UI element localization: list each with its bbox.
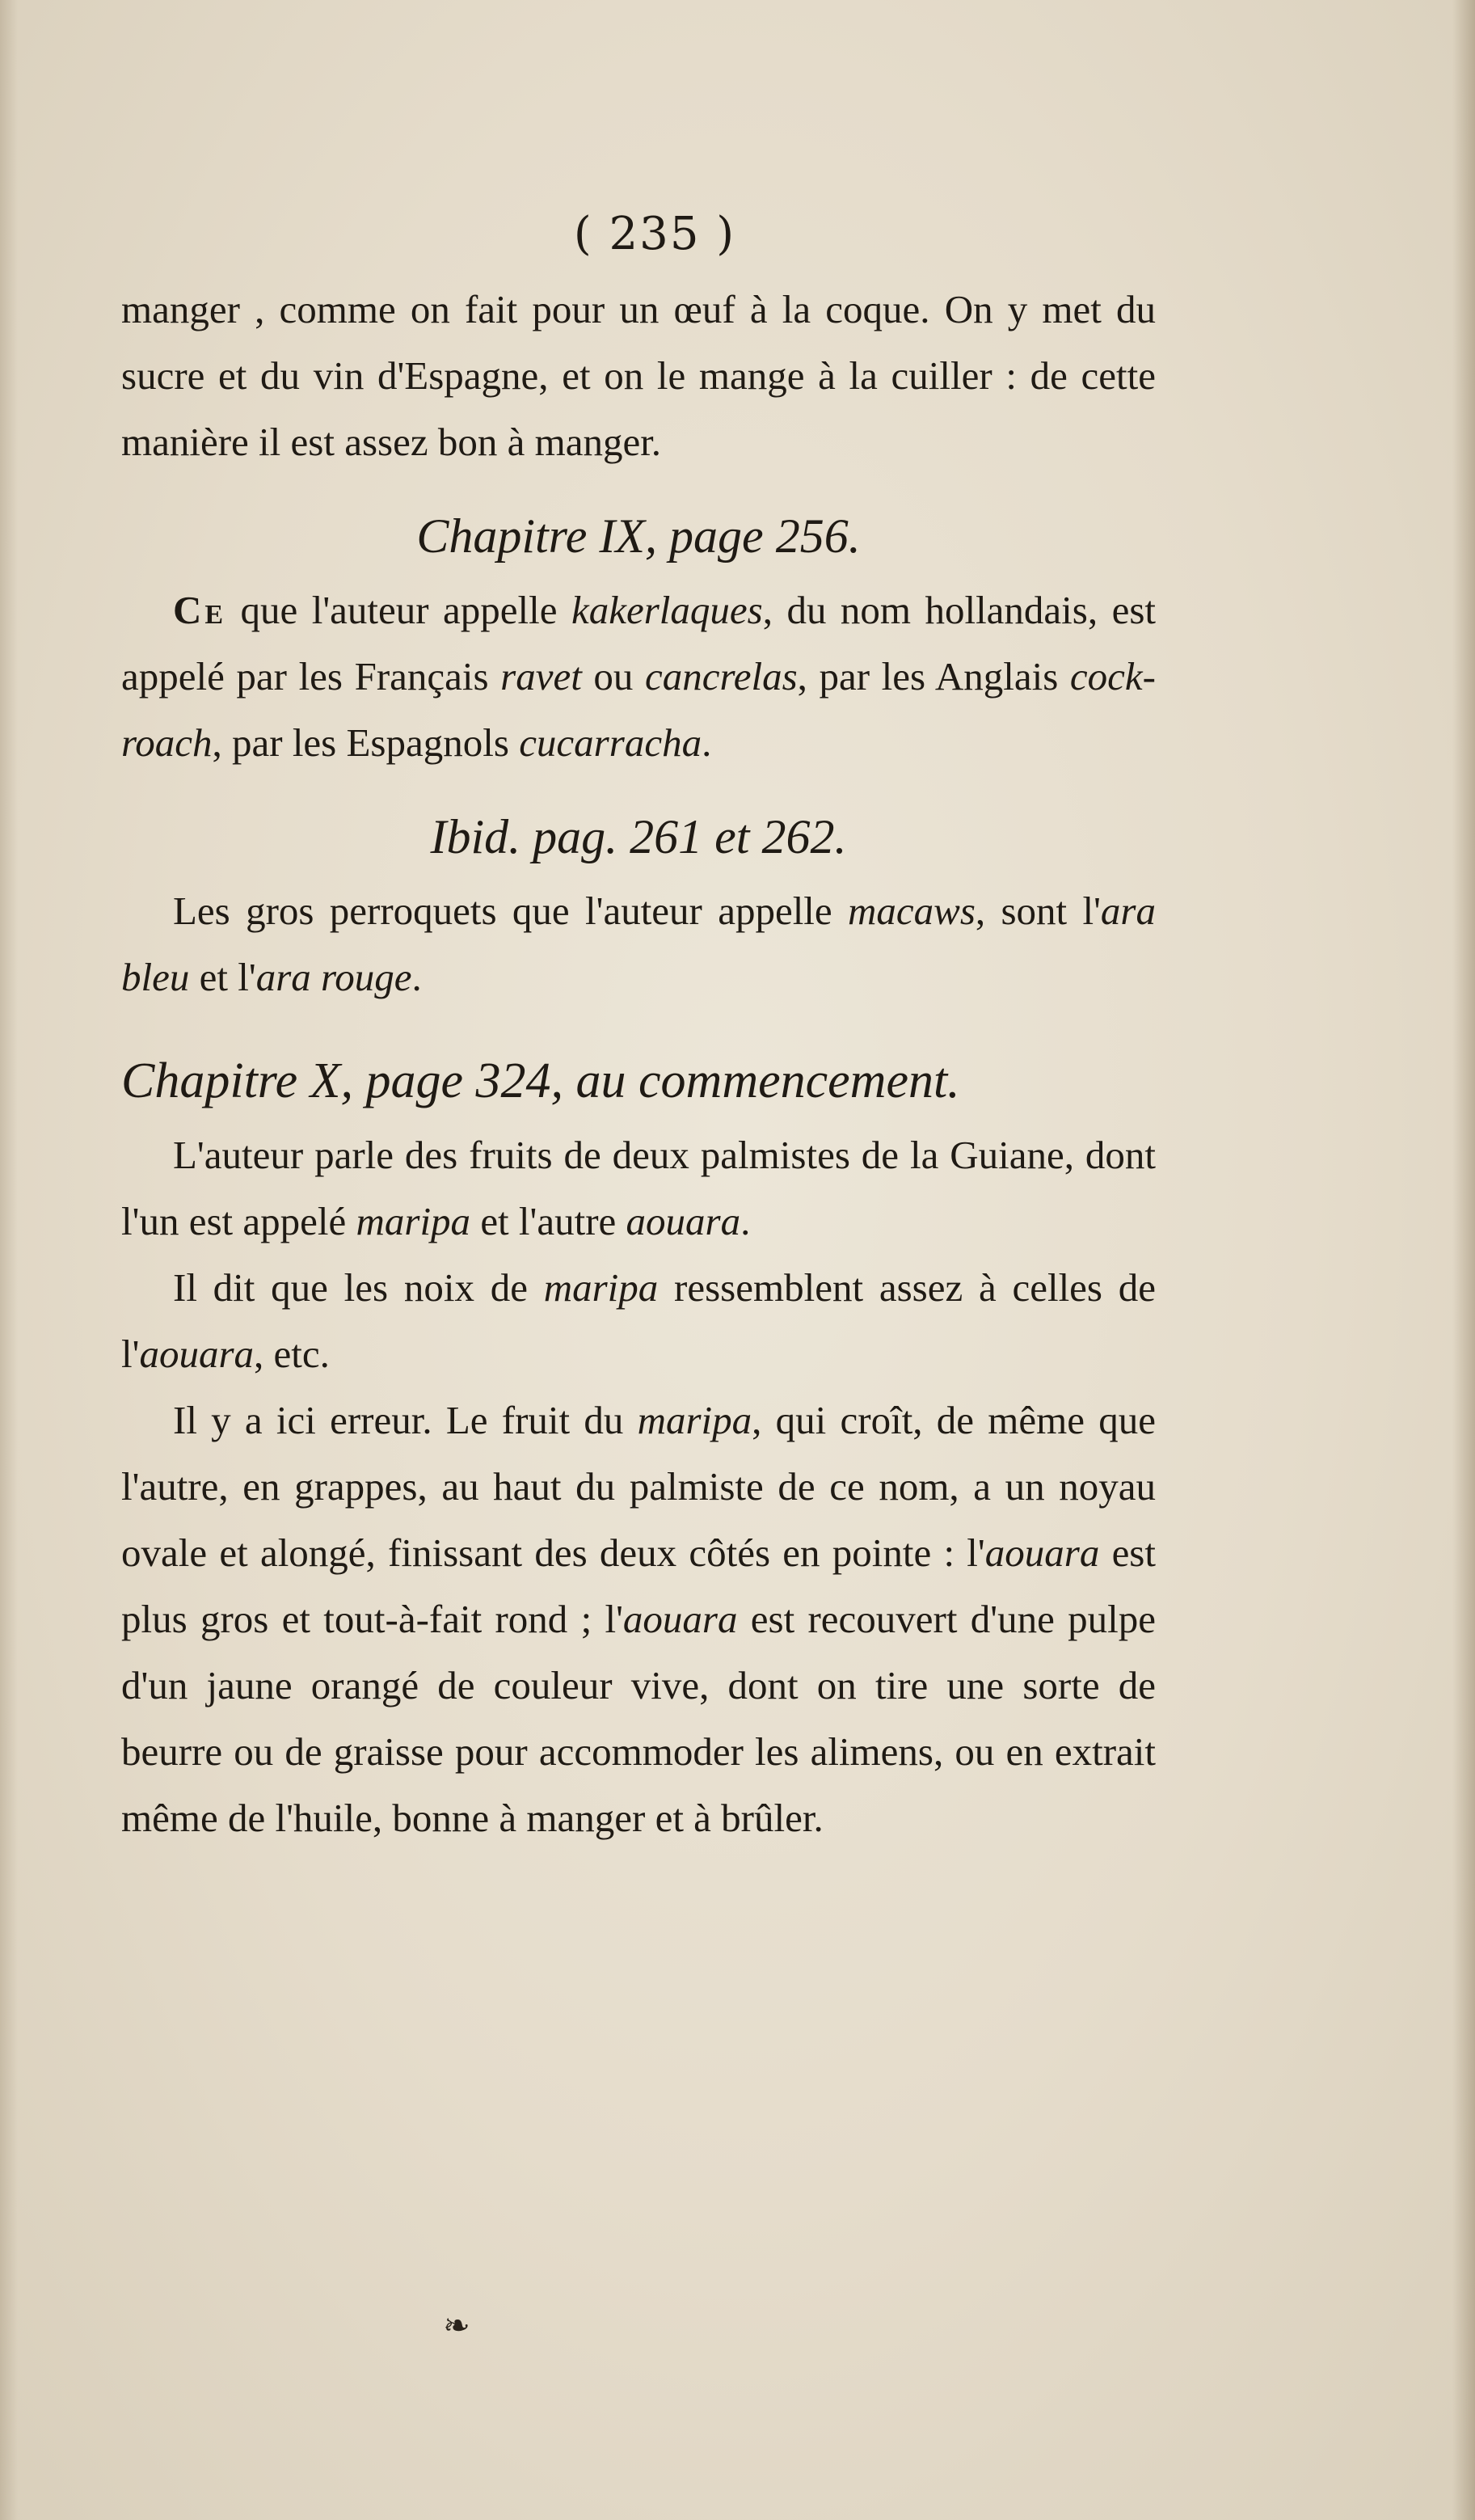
page-number: ( 235 ) (573, 208, 736, 260)
paragraph-noix: Il dit que les noix de maripa ressemblent assez à celles de l'aouara, etc. (121, 1265, 1156, 1376)
page-right-shadow (1452, 0, 1475, 2520)
term-aouara: aouara (626, 1199, 741, 1243)
paragraph-palmistes: L'auteur parle des fruits de deux palmistes de la Guiane, dont l'un est appelé maripa et l'autre aouara. (121, 1133, 1156, 1243)
term-maripa: maripa (637, 1398, 752, 1442)
term-maripa: maripa (356, 1199, 471, 1243)
ornament-icon: ❧ (443, 2307, 470, 2345)
term-aouara: aouara (622, 1597, 738, 1641)
term-kakerlaques: kakerlaques (571, 588, 763, 632)
paragraph-perroquets: Les gros perroquets que l'auteur appelle macaws, sont l'ara bleu et l'ara rouge. (121, 889, 1156, 999)
paragraph-cockroach: Ce que l'auteur appelle kakerlaques, du nom hollandais, est appelé par les Français ravet ou cancrelas, par les Anglais cock-roach, par les Espagnols cucarracha. (121, 588, 1156, 765)
paragraph-initial-word: Ce (173, 588, 227, 632)
term-cancrelas: cancrelas (644, 654, 798, 699)
page-text-block (121, 202, 1156, 1851)
heading-ibid: Ibid. pag. 261 et 262. (430, 810, 847, 863)
paragraph-erreur: Il y a ici erreur. Le fruit du maripa, qui croît, de même que l'autre, en grappes, au haut du palmiste de ce nom, a un noyau ovale et alongé, finissant des deux côtés en pointe : l'aouara est plus gros et tout-à-fait rond ; l'aouara est recouvert d'une pulpe d'un jaune orangé de couleur vive, dont on tire une sorte de beurre ou de graisse pour accommoder les alimens, ou en extrait même de l'huile, bonne à manger et à brûler. (121, 1398, 1156, 1840)
term-cock-roach: cock-roach (121, 654, 1156, 765)
term-macaws: macaws (848, 889, 976, 933)
term-ravet: ravet (500, 654, 582, 699)
page-left-shadow (0, 0, 18, 2520)
heading-chapitre-ix: Chapitre IX, page 256. (416, 509, 861, 563)
term-aouara: aouara (984, 1530, 1100, 1575)
term-aouara: aouara (139, 1332, 255, 1376)
term-ara-rouge: ara rouge (255, 955, 412, 999)
term-maripa: maripa (543, 1265, 659, 1310)
term-cucarracha: cucarracha (519, 720, 702, 765)
continuation-paragraph: manger , comme on fait pour un œuf à la coque. On y met du sucre et du vin d'Espagne, et on le mange à la cuiller : de cette manière il est assez bon à manger. (121, 287, 1156, 464)
heading-chapitre-x: Chapitre X, page 324, au commencement. (121, 1053, 960, 1108)
term-ara-bleu: ara bleu (121, 889, 1156, 999)
